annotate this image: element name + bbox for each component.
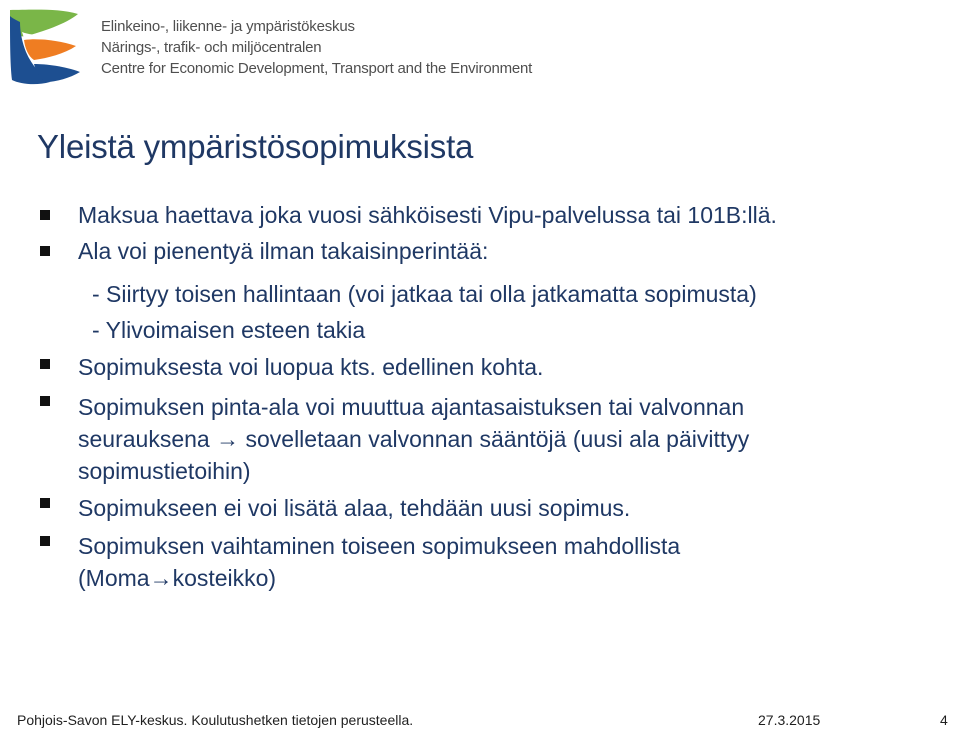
bullet-item: Sopimukseen ei voi lisätä alaa, tehdään uusi sopimus. (78, 495, 631, 521)
arrow-right-icon: → (216, 426, 240, 452)
bullet-item: Sopimuksen vaihtaminen toiseen sopimukseen mahdollista (78, 533, 681, 559)
text-segment: kosteikko) (172, 565, 277, 591)
bullet-item: Maksua haettava joka vuosi sähköisesti Vipu-palvelussa tai 101B:llä. (78, 202, 777, 228)
bullet-marker (40, 498, 50, 508)
arrow-right-icon: → (149, 565, 173, 591)
bullet-marker (40, 246, 50, 256)
ely-logo (6, 6, 86, 86)
bullet-marker (40, 396, 50, 406)
footer-page-number: 4 (940, 712, 948, 728)
bullet-item: Sopimuksesta voi luopua kts. edellinen kohta. (78, 354, 544, 380)
footer-date: 27.3.2015 (758, 712, 821, 728)
text-segment: sovelletaan valvonnan sääntöjä (uusi ala päivittyy (245, 426, 750, 452)
bullet-item: Ala voi pienentyä ilman takaisinperintää: (78, 238, 489, 264)
bullet-item-continuation: sopimustietoihin) (78, 458, 251, 484)
logo-orange-leaf (24, 39, 76, 60)
sub-item: - Ylivoimaisen esteen takia (92, 317, 366, 343)
org-names (101, 16, 532, 79)
bullet-item: Sopimuksen pinta-ala voi muuttua ajantasaistuksen tai valvonnan (78, 394, 745, 420)
sub-item: - Siirtyy toisen hallintaan (voi jatkaa tai olla jatkamatta sopimusta) (92, 281, 757, 307)
text-segment: (Moma (78, 565, 150, 591)
slide-title: Yleistä ympäristösopimuksista (37, 128, 474, 165)
org-name-en: Centre for Economic Development, Transport and the Environment (101, 60, 533, 77)
org-name-sv: Närings-, trafik- och miljöcentralen (101, 39, 322, 56)
bullet-item-continuation (78, 562, 276, 594)
org-name-fi: Elinkeino-, liikenne- ja ympäristökeskus (101, 18, 355, 35)
bullet-marker (40, 210, 50, 220)
text-segment: seurauksena (78, 426, 210, 452)
bullet-marker (40, 359, 50, 369)
bullet-item-continuation (78, 423, 749, 455)
footer-source: Pohjois-Savon ELY-keskus. Koulutushetken tietojen perusteella. (17, 712, 414, 728)
bullet-marker (40, 536, 50, 546)
